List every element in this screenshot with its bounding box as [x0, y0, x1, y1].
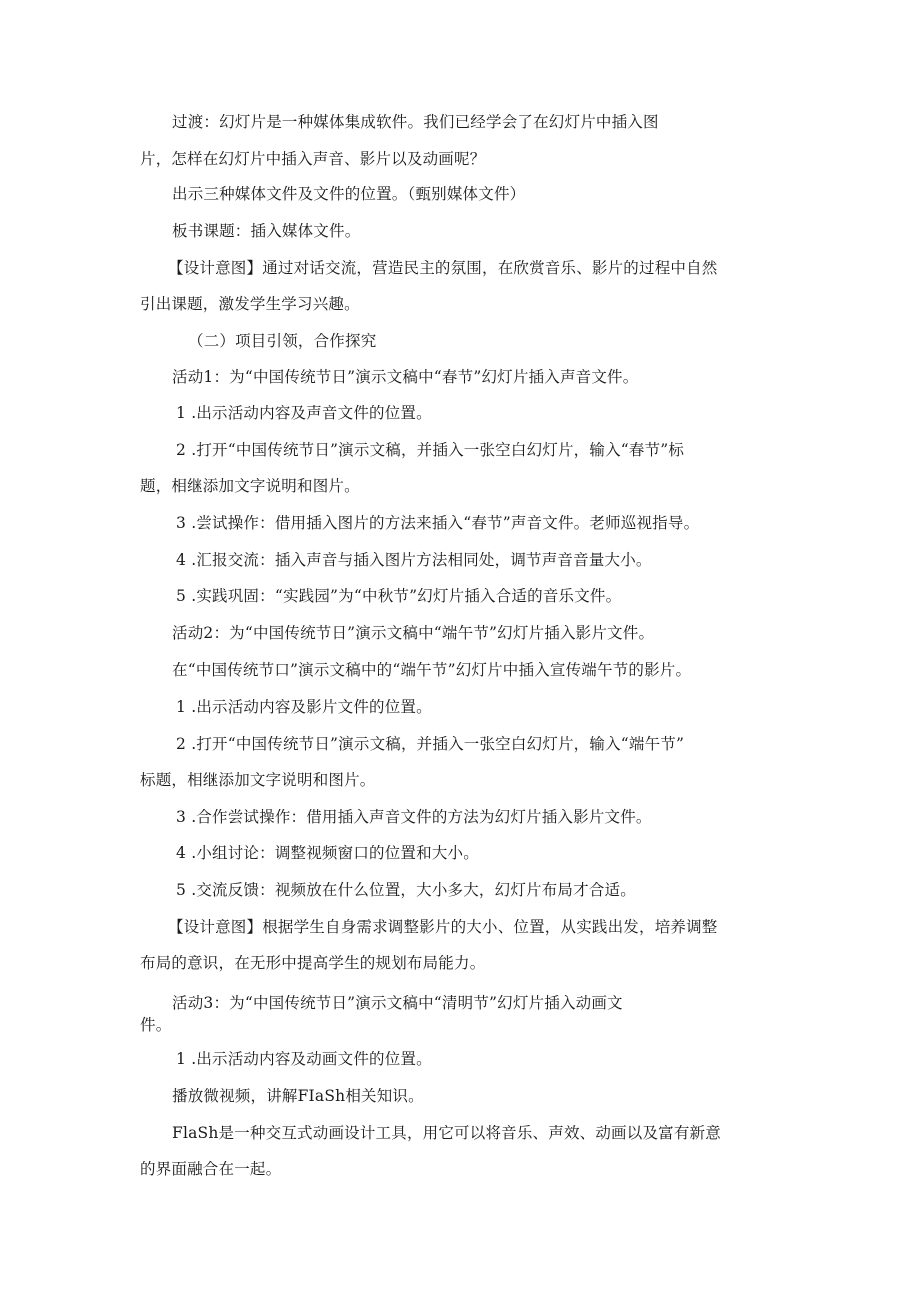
activity-1-step-1: 1 .出示活动内容及声音文件的位置。 [176, 404, 432, 422]
activity-1-step-3: 3 .尝试操作：借用插入图片的方法来插入“春节”声音文件。老师巡视指导。 [176, 514, 700, 532]
activity-1-heading: 活动1：为“中国传统节日”演示文稿中“春节”幻灯片插入声音文件。 [172, 368, 639, 386]
activity-2-step-2-line2: 标题，相继添加文字说明和图片。 [140, 771, 376, 789]
design-intent-1-line1: 【设计意图】通过对话交流，营造民主的氛围，在欣赏音乐、影片的过程中自然 [168, 259, 718, 277]
design-intent-1-line2: 引出课题，激发学生学习兴趣。 [140, 295, 360, 313]
paragraph-play-video: 播放微视频，讲解FIaSh相关知识。 [172, 1087, 424, 1105]
paragraph-transition-line1: 过渡：幻灯片是一种媒体集成软件。我们已经学会了在幻灯片中插入图 [172, 113, 659, 131]
activity-2-step-3: 3 .合作尝试操作：借用插入声音文件的方法为幻灯片插入影片文件。 [176, 808, 652, 826]
activity-2-intro: 在“中国传统节口”演示文稿中的“端午节”幻灯片中插入宣传端午节的影片。 [172, 661, 692, 679]
activity-3-heading-line1: 活动3：为“中国传统节日”演示文稿中“清明节”幻灯片插入动画文 [172, 994, 623, 1012]
paragraph-flash-line1: FlaSh是一种交互式动画设计工具，用它可以将音乐、声效、动画以及富有新意 [172, 1124, 721, 1142]
activity-2-heading: 活动2：为“中国传统节日”演示文稿中“端午节”幻灯片插入影片文件。 [172, 624, 655, 642]
paragraph-board-title: 板书课题：插入媒体文件。 [172, 222, 361, 240]
activity-2-step-5: 5 .交流反馈：视频放在什么位置，大小多大，幻灯片布局才合适。 [176, 881, 636, 899]
activity-1-step-5: 5 .实践巩固：“实践园”为“中秋节”幻灯片插入合适的音乐文件。 [176, 587, 622, 605]
paragraph-transition-line2: 片，怎样在幻灯片中插入声音、影片以及动画呢？ [140, 150, 486, 168]
activity-1-step-2-line2: 题，相继添加文字说明和图片。 [140, 477, 360, 495]
activity-1-step-2-line1: 2 .打开“中国传统节日”演示文稿，并插入一张空白幻灯片，输入“春节”标 [176, 441, 685, 459]
activity-2-step-2-line1: 2 .打开“中国传统节日”演示文稿，并插入一张空白幻灯片，输入“端午节” [176, 735, 685, 753]
paragraph-flash-line2: 的界面融合在一起。 [140, 1160, 282, 1178]
activity-2-step-1: 1 .出示活动内容及影片文件的位置。 [176, 698, 432, 716]
design-intent-2-line1: 【设计意图】根据学生自身需求调整影片的大小、位置，从实践出发，培养调整 [168, 918, 718, 936]
activity-3-heading-line2: 件。 [140, 1016, 172, 1034]
activity-3-step-1: 1 .出示活动内容及动画文件的位置。 [176, 1050, 432, 1068]
activity-1-step-4: 4 .汇报交流：插入声音与插入图片方法相同处，调节声音音量大小。 [176, 551, 652, 569]
paragraph-show-media: 出示三种媒体文件及文件的位置。（甄别媒体文件） [172, 185, 526, 203]
section-heading-2: （二）项目引领，合作探究 [188, 332, 377, 350]
activity-2-step-4: 4 .小组讨论：调整视频窗口的位置和大小。 [176, 844, 479, 862]
design-intent-2-line2: 布局的意识，在无形中提高学生的规划布局能力。 [140, 954, 486, 972]
